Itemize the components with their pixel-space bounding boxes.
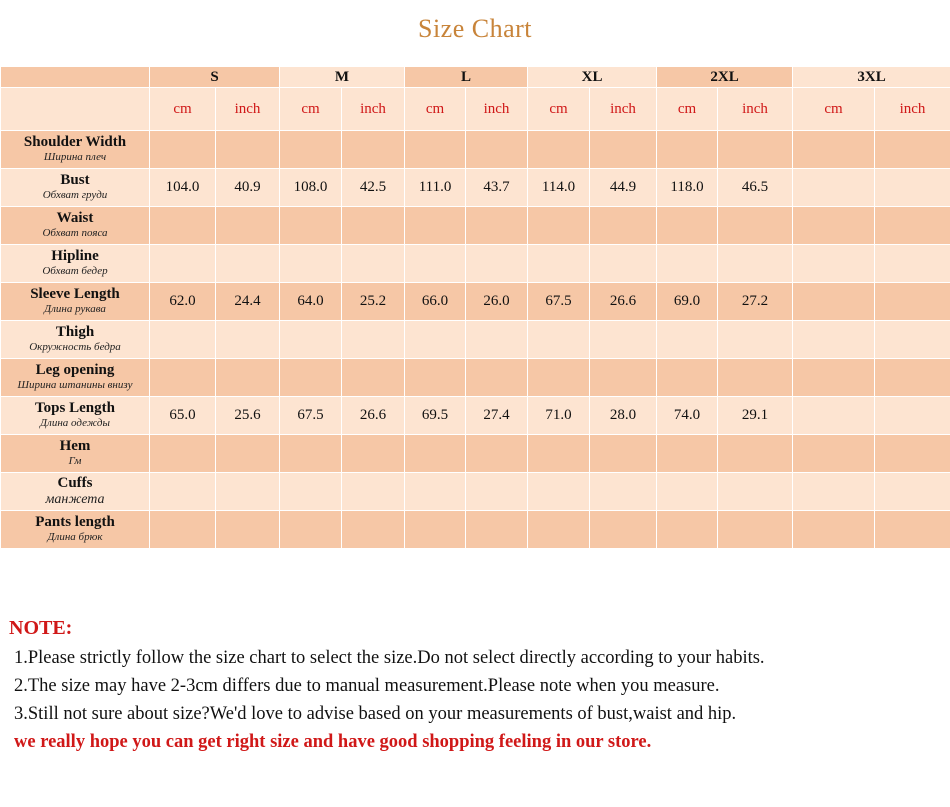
measurement-value [150, 245, 216, 283]
measurement-value [528, 473, 590, 511]
measurement-value [342, 207, 405, 245]
measurement-value [216, 131, 280, 169]
measurement-value [875, 397, 950, 435]
measurement-label [1, 359, 150, 397]
measurement-value [875, 283, 950, 321]
measurement-name: Sleeve Length [30, 286, 120, 303]
measurement-label [1, 131, 150, 169]
size-header: M [280, 67, 405, 88]
measurement-value [280, 511, 342, 549]
measurement-value: 108.0 [280, 169, 342, 207]
measurement-value: 71.0 [528, 397, 590, 435]
measurement-value [342, 435, 405, 473]
measurement-value [657, 245, 718, 283]
measurement-value: 26.6 [590, 283, 657, 321]
notes-section [9, 617, 944, 756]
size-header: L [405, 67, 528, 88]
measurement-value [150, 321, 216, 359]
size-header: 2XL [657, 67, 793, 88]
measurement-value [528, 435, 590, 473]
measurement-value [657, 207, 718, 245]
measurement-value: 40.9 [216, 169, 280, 207]
measurement-value [793, 473, 875, 511]
measurement-value: 67.5 [528, 283, 590, 321]
measurement-value [590, 473, 657, 511]
note-highlight: we really hope you can get right size and have good shopping feeling in our store. [14, 732, 652, 752]
page-title: Size Chart [417, 14, 533, 43]
measurement-value [793, 321, 875, 359]
measurement-value [342, 511, 405, 549]
measurement-value [528, 359, 590, 397]
measurement-value [528, 321, 590, 359]
measurement-label [1, 169, 150, 207]
measurement-row [1, 435, 950, 473]
measurement-label [1, 511, 150, 549]
measurement-row [1, 359, 950, 397]
measurement-row [1, 511, 950, 549]
measurement-label [1, 283, 150, 321]
measurement-value: 28.0 [590, 397, 657, 435]
unit-header: cm [528, 88, 590, 131]
unit-header: cm [793, 88, 875, 131]
measurement-name: Hem [59, 438, 91, 455]
measurement-value [150, 131, 216, 169]
note-line: 1.Please strictly follow the size chart to select the size.Do not select directly according to your habits. [14, 648, 765, 668]
measurement-value: 114.0 [528, 169, 590, 207]
measurement-row [1, 207, 950, 245]
unit-header-row [1, 88, 950, 131]
measurement-value: 46.5 [718, 169, 793, 207]
measurement-value [342, 473, 405, 511]
measurement-value [528, 511, 590, 549]
measurement-name-ru: Окружность бедра [29, 341, 121, 354]
measurement-value [657, 131, 718, 169]
measurement-value [342, 359, 405, 397]
measurement-name: Pants length [35, 514, 115, 531]
measurement-value: 118.0 [657, 169, 718, 207]
measurement-value [875, 245, 950, 283]
unit-header: inch [216, 88, 280, 131]
measurement-row [1, 131, 950, 169]
measurement-value [718, 207, 793, 245]
measurement-value [216, 207, 280, 245]
measurement-name-ru: Гм [68, 455, 82, 468]
measurement-value: 44.9 [590, 169, 657, 207]
measurement-value [875, 359, 950, 397]
corner-cell [1, 88, 150, 131]
measurement-value: 74.0 [657, 397, 718, 435]
measurement-value: 62.0 [150, 283, 216, 321]
measurement-value: 25.6 [216, 397, 280, 435]
measurement-value [342, 131, 405, 169]
measurement-value [718, 435, 793, 473]
measurement-value [718, 131, 793, 169]
measurement-label [1, 245, 150, 283]
measurement-value: 67.5 [280, 397, 342, 435]
measurement-value: 27.4 [466, 397, 528, 435]
measurement-value [342, 321, 405, 359]
unit-header: cm [150, 88, 216, 131]
measurement-label [1, 321, 150, 359]
measurement-value [657, 359, 718, 397]
measurement-value [405, 321, 466, 359]
measurement-value [793, 511, 875, 549]
measurement-value [466, 321, 528, 359]
measurement-value [718, 321, 793, 359]
measurement-label [1, 397, 150, 435]
measurement-name-ru: Длина брюк [47, 531, 103, 544]
corner-cell [1, 67, 150, 88]
measurement-value [875, 321, 950, 359]
measurement-value [590, 321, 657, 359]
measurement-value [718, 473, 793, 511]
measurement-value [405, 473, 466, 511]
size-header: S [150, 67, 280, 88]
measurement-value [793, 283, 875, 321]
measurement-name: Hipline [51, 248, 99, 265]
measurement-value [657, 511, 718, 549]
measurement-value [216, 321, 280, 359]
measurement-value [150, 473, 216, 511]
measurement-value [875, 435, 950, 473]
unit-header: inch [590, 88, 657, 131]
measurement-value [657, 321, 718, 359]
measurement-row [1, 245, 950, 283]
size-header: XL [528, 67, 657, 88]
measurement-value [590, 245, 657, 283]
measurement-value [405, 511, 466, 549]
unit-header: inch [875, 88, 950, 131]
measurement-value [793, 397, 875, 435]
measurement-name: Shoulder Width [23, 134, 127, 151]
measurement-name-ru: Длина рукава [44, 303, 106, 316]
measurement-value [793, 359, 875, 397]
measurement-value: 69.0 [657, 283, 718, 321]
measurement-name: Tops Length [35, 400, 115, 417]
unit-header: inch [718, 88, 793, 131]
measurement-value [793, 131, 875, 169]
measurement-value: 26.6 [342, 397, 405, 435]
measurement-value [405, 207, 466, 245]
size-chart-table [0, 66, 950, 549]
measurement-value [590, 207, 657, 245]
measurement-value [590, 359, 657, 397]
measurement-name: Thigh [55, 324, 95, 341]
measurement-value: 25.2 [342, 283, 405, 321]
measurement-value [875, 131, 950, 169]
measurement-name-ru: манжета [45, 491, 105, 507]
unit-header: inch [342, 88, 405, 131]
measurement-value [528, 245, 590, 283]
measurement-value [216, 511, 280, 549]
measurement-value [342, 245, 405, 283]
measurement-row [1, 397, 950, 435]
measurement-value [405, 245, 466, 283]
measurement-value [216, 359, 280, 397]
measurement-value [405, 131, 466, 169]
measurement-row [1, 169, 950, 207]
measurement-name: Leg opening [35, 362, 115, 379]
unit-header: inch [466, 88, 528, 131]
note-line: 2.The size may have 2-3cm differs due to manual measurement.Please note when you measure. [14, 676, 720, 696]
measurement-value [280, 207, 342, 245]
measurement-value [875, 511, 950, 549]
measurement-value [405, 435, 466, 473]
measurement-value: 104.0 [150, 169, 216, 207]
measurement-value [875, 473, 950, 511]
measurement-value: 69.5 [405, 397, 466, 435]
measurement-name-ru: Ширина плеч [43, 151, 107, 164]
measurement-value [150, 435, 216, 473]
measurement-value [466, 207, 528, 245]
measurement-value [590, 435, 657, 473]
measurement-value [466, 473, 528, 511]
measurement-value: 29.1 [718, 397, 793, 435]
measurement-label [1, 435, 150, 473]
measurement-value [405, 359, 466, 397]
size-header: 3XL [793, 67, 950, 88]
measurement-name-ru: Обхват пояса [42, 227, 108, 240]
size-header-row [1, 67, 950, 88]
measurement-value: 64.0 [280, 283, 342, 321]
measurement-value [466, 435, 528, 473]
measurement-value: 42.5 [342, 169, 405, 207]
measurement-value: 43.7 [466, 169, 528, 207]
measurement-value [150, 207, 216, 245]
measurement-value [280, 245, 342, 283]
unit-header: cm [657, 88, 718, 131]
unit-header: cm [280, 88, 342, 131]
measurement-value [280, 321, 342, 359]
measurement-value [718, 359, 793, 397]
measurement-value: 66.0 [405, 283, 466, 321]
measurement-value: 111.0 [405, 169, 466, 207]
measurement-value [590, 511, 657, 549]
measurement-value [875, 207, 950, 245]
measurement-value [216, 473, 280, 511]
note-title: NOTE: [9, 617, 73, 639]
measurement-name-ru: Длина одежды [40, 417, 110, 430]
measurement-value [280, 359, 342, 397]
measurement-label [1, 207, 150, 245]
unit-header: cm [405, 88, 466, 131]
measurement-value [280, 473, 342, 511]
measurement-value [657, 473, 718, 511]
measurement-value [280, 435, 342, 473]
measurement-value [280, 131, 342, 169]
measurement-value: 26.0 [466, 283, 528, 321]
measurement-value [793, 169, 875, 207]
measurement-value [466, 359, 528, 397]
measurement-value [793, 245, 875, 283]
measurement-name-ru: Ширина штанины внизу [17, 379, 133, 392]
measurement-value [528, 131, 590, 169]
measurement-row [1, 473, 950, 511]
measurement-value [657, 435, 718, 473]
measurement-name: Cuffs [57, 474, 93, 491]
measurement-value [718, 511, 793, 549]
measurement-name-ru: Обхват бедер [42, 265, 108, 278]
measurement-name: Waist [56, 210, 94, 227]
measurement-value [718, 245, 793, 283]
measurement-row [1, 283, 950, 321]
measurement-row [1, 321, 950, 359]
measurement-value [216, 435, 280, 473]
measurement-value [793, 435, 875, 473]
measurement-value [466, 511, 528, 549]
measurement-value: 27.2 [718, 283, 793, 321]
measurement-value [793, 207, 875, 245]
measurement-value: 65.0 [150, 397, 216, 435]
measurement-value [150, 511, 216, 549]
measurement-value: 24.4 [216, 283, 280, 321]
measurement-value [466, 245, 528, 283]
measurement-value [466, 131, 528, 169]
measurement-name-ru: Обхват груди [42, 189, 108, 202]
note-line: 3.Still not sure about size?We'd love to advise based on your measurements of bust,waist and hip. [14, 704, 737, 724]
measurement-value [528, 207, 590, 245]
measurement-value [875, 169, 950, 207]
measurement-label [1, 473, 150, 511]
measurement-value [150, 359, 216, 397]
measurement-value [590, 131, 657, 169]
measurement-value [216, 245, 280, 283]
measurement-name: Bust [60, 172, 90, 189]
